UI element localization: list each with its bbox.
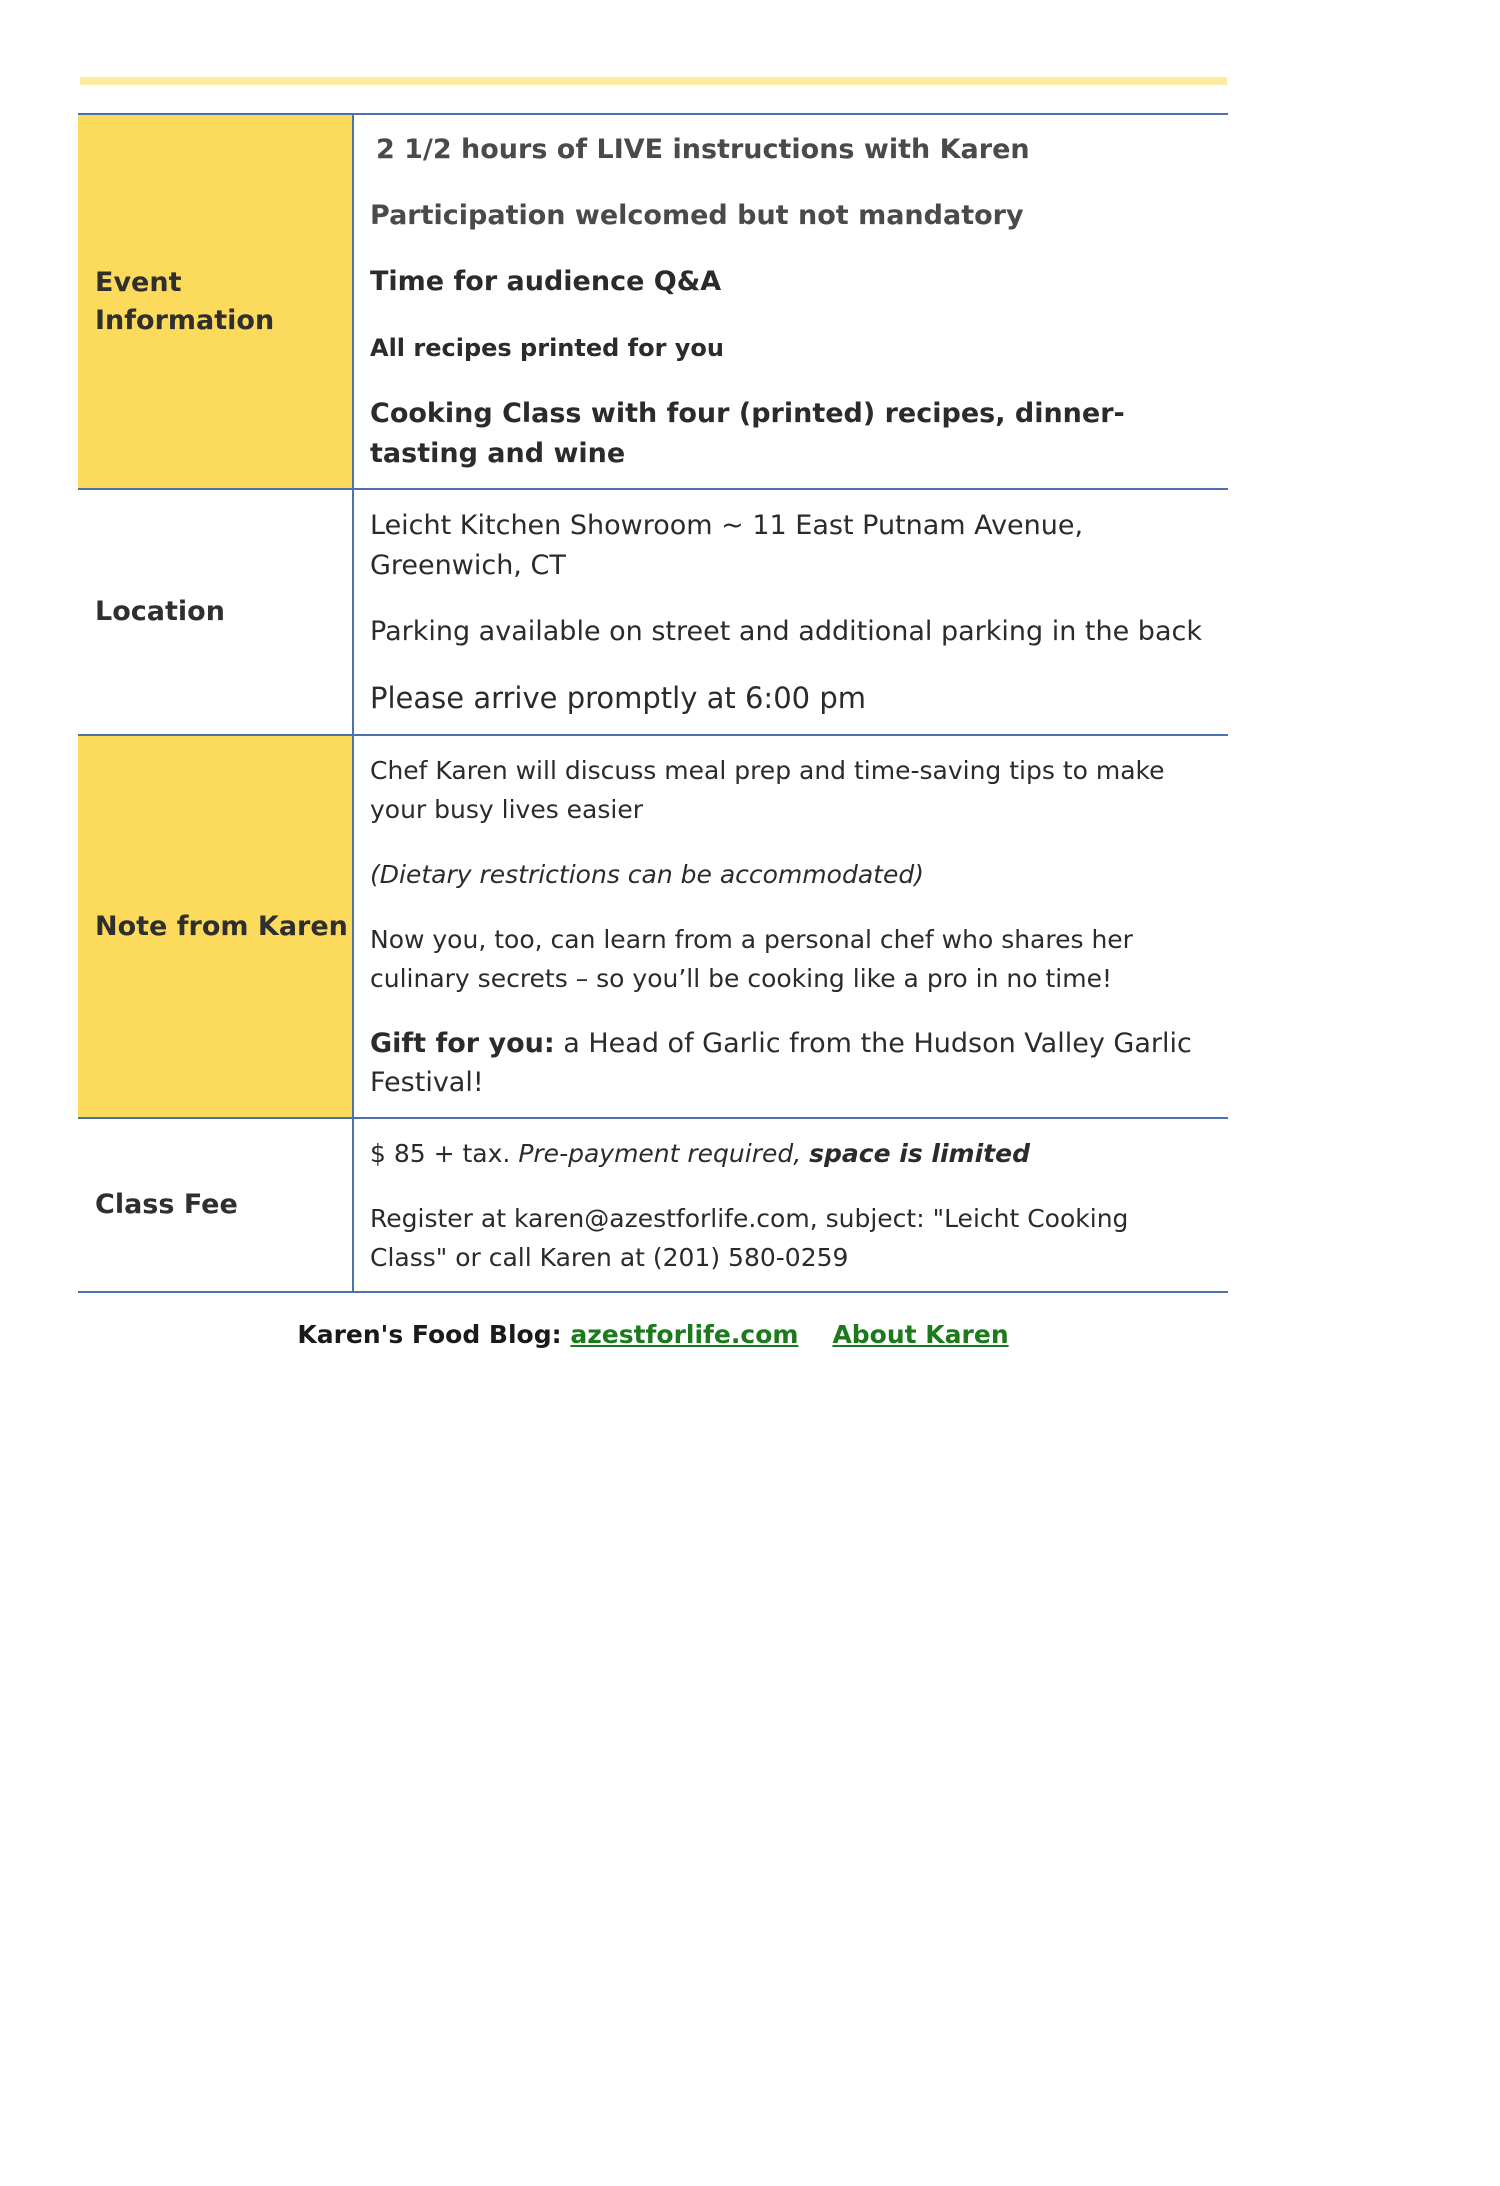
event-information-row [78, 114, 1228, 489]
top-divider [80, 77, 1227, 85]
gift-label: Gift for you: [370, 1028, 555, 1059]
location-label: Location [78, 489, 353, 735]
class-fee-row [78, 1118, 1228, 1292]
location-parking: Parking available on street and additional parking in the back [370, 616, 1202, 647]
location-arrival: Please arrive promptly at 6:00 pm [370, 681, 866, 715]
blog-link[interactable]: azestforlife.com [570, 1320, 799, 1349]
note-row [78, 735, 1228, 1118]
note-meal-prep: Chef Karen will discuss meal prep and time-saving tips to make your busy lives easier [370, 756, 1165, 824]
gift-text: a Head of Garlic from the Hudson Valley Garlic Festival! [370, 1028, 1192, 1098]
note-personal-chef: Now you, too, can learn from a personal chef who shares her culinary secrets – so you’ll be cooking like a pro in no time! [370, 925, 1133, 993]
fee-space-limited: space is limited [809, 1138, 1030, 1168]
event-information-content [353, 114, 1228, 489]
event-line-duration: 2 1/2 hours of LIVE instructions with Karen [376, 133, 1030, 165]
note-content [353, 735, 1228, 1118]
fee-prepayment: Pre-payment required, [518, 1138, 810, 1168]
event-details-table [78, 113, 1228, 1293]
fee-price-line [370, 1134, 1210, 1173]
location-row [78, 489, 1228, 735]
footer-links [0, 1320, 1306, 1349]
note-dietary: (Dietary restrictions can be accommodated) [370, 860, 924, 889]
location-address: Leicht Kitchen Showroom ~ 11 East Putnam Avenue, Greenwich, CT [370, 510, 1084, 581]
event-information-label: Event Information [78, 114, 353, 489]
note-gift [370, 1024, 1210, 1102]
blog-label: Karen's Food Blog: [297, 1320, 571, 1349]
event-line-recipes: All recipes printed for you [370, 333, 724, 362]
class-fee-label: Class Fee [78, 1118, 353, 1292]
event-line-cooking-class: Cooking Class with four (printed) recipes, dinner-tasting and wine [370, 397, 1125, 469]
event-line-qa: Time for audience Q&A [370, 265, 722, 297]
location-content [353, 489, 1228, 735]
fee-price: $ 85 + tax. [370, 1138, 519, 1168]
class-fee-content [353, 1118, 1228, 1292]
fee-register: Register at karen@azestforlife.com, subject: "Leicht Cooking Class" or call Karen at (201) 580-0259 [370, 1203, 1129, 1272]
note-label: Note from Karen [78, 735, 353, 1118]
event-line-participation: Participation welcomed but not mandatory [370, 199, 1024, 231]
about-karen-link[interactable]: About Karen [832, 1320, 1009, 1349]
